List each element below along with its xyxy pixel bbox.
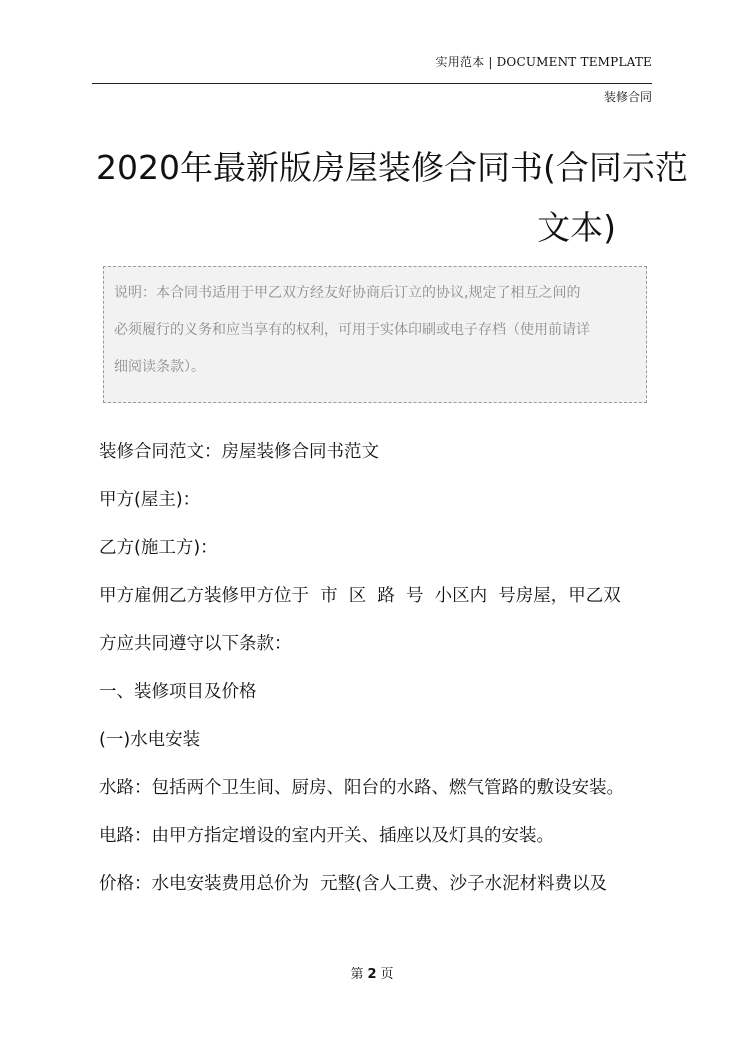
body-paragraph: (一)水电安装 — [99, 730, 201, 750]
note-box — [103, 266, 647, 403]
header-document-template: 实用范本 | DOCUMENT TEMPLATE — [435, 55, 652, 69]
body-paragraph: 甲方(屋主)： — [99, 490, 201, 510]
header-divider — [92, 83, 652, 84]
contract-body — [99, 428, 659, 908]
title-line-2: 文本) — [537, 208, 616, 247]
title-line-1: 2020年最新版房屋装修合同书(合同示范 — [96, 148, 688, 187]
body-paragraph: 价格：水电安装费用总价为 元整(含人工费、沙子水泥材料费以及 — [99, 874, 607, 894]
body-paragraph: 电路：由甲方指定增设的室内开关、插座以及灯具的安装。 — [99, 826, 554, 846]
document-title — [96, 140, 688, 256]
body-paragraph: 乙方(施工方)： — [99, 538, 218, 558]
body-paragraph: 甲方雇佣乙方装修甲方位于 市 区 路 号 小区内 号房屋，甲乙双 — [99, 586, 621, 606]
body-paragraph: 一、装修项目及价格 — [99, 682, 257, 702]
note-line: 必须履行的义务和应当享有的权利，可用于实体印刷或电子存档（使用前请详 — [114, 322, 590, 338]
page-suffix: 页 — [380, 967, 394, 982]
note-line: 细阅读条款）。 — [114, 359, 205, 375]
note-line: 说明：本合同书适用于甲乙双方经友好协商后订立的协议,规定了相互之间的 — [114, 285, 581, 301]
header-category: 装修合同 — [603, 90, 652, 104]
page-prefix: 第 — [350, 967, 364, 982]
body-paragraph: 装修合同范文：房屋装修合同书范文 — [99, 442, 379, 462]
page-value: 2 — [367, 967, 377, 982]
page-number — [0, 963, 744, 982]
body-paragraph: 水路：包括两个卫生间、厨房、阳台的水路、燃气管路的敷设安装。 — [99, 778, 624, 798]
body-paragraph: 方应共同遵守以下条款： — [99, 634, 292, 654]
